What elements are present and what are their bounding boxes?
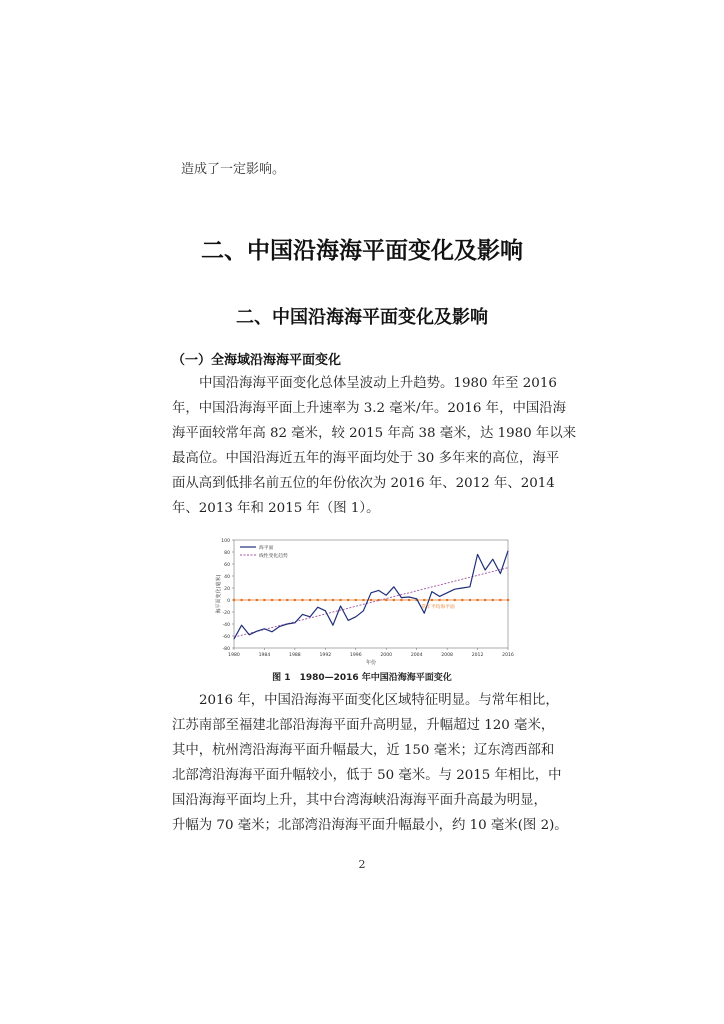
normal-sea-level-marker <box>309 599 311 601</box>
y-tick-label: 100 <box>221 539 230 544</box>
normal-sea-level-marker <box>446 599 448 601</box>
normal-sea-level-marker <box>499 599 501 601</box>
sea-level-chart <box>196 532 526 668</box>
y-tick-label: -20 <box>222 611 230 616</box>
normal-sea-level-marker <box>507 599 509 601</box>
y-tick-label: -60 <box>222 635 230 640</box>
paragraph-line: 中国沿海海平面变化总体呈波动上升趋势。1980 年至 2016 <box>199 376 557 391</box>
section-title: （一）全海域沿海海平面变化 <box>172 353 342 368</box>
x-tick-label: 1988 <box>289 653 301 658</box>
x-tick-label: 2008 <box>441 653 453 658</box>
normal-sea-level-marker <box>370 599 372 601</box>
paragraph-line: 年、2013 年和 2015 年（图 1）。 <box>172 501 380 516</box>
sea-level-point <box>477 554 478 555</box>
sea-level-point <box>333 625 334 626</box>
paragraph-2 <box>172 688 568 838</box>
trend-line <box>234 568 508 638</box>
normal-sea-level-marker <box>492 599 494 601</box>
sea-level-point <box>470 586 471 587</box>
paragraph-line: 海平面较常年高 82 毫米，较 2015 年高 38 毫米，达 1980 年以来 <box>172 426 577 441</box>
normal-sea-level-marker <box>248 599 250 601</box>
y-tick-label: 80 <box>224 551 230 556</box>
sea-level-point <box>424 613 425 614</box>
normal-sea-level-marker <box>263 599 265 601</box>
normal-sea-level-marker <box>233 599 235 601</box>
sea-level-point <box>492 559 493 560</box>
normal-sea-level-marker <box>317 599 319 601</box>
paragraph-line: 2016 年，中国沿海海平面变化区域特征明显。与常年相比， <box>199 693 559 708</box>
sea-level-point <box>325 610 326 611</box>
normal-sea-level-marker <box>241 599 243 601</box>
normal-sea-level-marker <box>332 599 334 601</box>
sea-level-point <box>371 592 372 593</box>
sea-level-point <box>348 620 349 621</box>
normal-sea-level-marker <box>355 599 357 601</box>
sub-heading: 二、中国沿海海平面变化及影响 <box>236 307 488 328</box>
sea-level-point <box>401 597 402 598</box>
x-tick-label: 2012 <box>471 653 484 658</box>
sea-level-point <box>386 595 387 596</box>
normal-sea-level-marker <box>324 599 326 601</box>
x-tick-label: 1984 <box>258 653 271 658</box>
x-tick-label: 2016 <box>502 653 514 658</box>
normal-sea-level-marker <box>339 599 341 601</box>
main-heading: 二、中国沿海海平面变化及影响 <box>201 238 523 264</box>
normal-sea-level-marker <box>362 599 364 601</box>
sea-level-point <box>302 614 303 615</box>
intro-text: 造成了一定影响。 <box>181 162 286 177</box>
paragraph-line: 其中，杭州湾沿海海平面升幅最大，近 150 毫米；辽东湾西部和 <box>172 743 555 758</box>
normal-sea-level-marker <box>484 599 486 601</box>
normal-sea-level-marker <box>476 599 478 601</box>
sea-level-point <box>393 586 394 587</box>
sea-level-point <box>447 592 448 593</box>
sea-level-point <box>500 573 501 574</box>
normal-sea-level-marker <box>347 599 349 601</box>
sea-level-point <box>485 570 486 571</box>
y-axis-label: 海平面变化(毫米) <box>216 574 222 614</box>
sea-level-point <box>340 606 341 607</box>
sea-level-point <box>249 634 250 635</box>
sea-level-point <box>462 588 463 589</box>
x-tick-label: 1980 <box>228 653 240 658</box>
normal-sea-level-marker <box>271 599 273 601</box>
normal-sea-level-marker <box>256 599 258 601</box>
sea-level-point <box>272 631 273 632</box>
legend-label-trend: 线性变化趋势 <box>259 554 288 559</box>
normal-sea-level-marker <box>286 599 288 601</box>
legend-label-sea-level: 海平面 <box>259 546 274 551</box>
paragraph-line: 最高位。中国沿海近五年的海平面均处于 30 多年来的高位，海平 <box>172 451 560 466</box>
sea-level-point <box>432 591 433 592</box>
figure-caption: 图 1 1980—2016 年中国沿海海平面变化 <box>272 673 452 683</box>
paragraph-line: 年，中国沿海海平面上升速率为 3.2 毫米/年。2016 年，中国沿海 <box>172 401 567 416</box>
normal-sea-level-marker <box>438 599 440 601</box>
normal-sea-level-marker <box>408 599 410 601</box>
sea-level-line <box>234 551 508 639</box>
sea-level-point <box>234 639 235 640</box>
normal-sea-level-marker <box>385 599 387 601</box>
paragraph-1 <box>172 371 577 521</box>
normal-sea-level-marker <box>461 599 463 601</box>
sea-level-point <box>439 596 440 597</box>
sea-level-point <box>363 610 364 611</box>
x-tick-label: 2000 <box>380 653 393 658</box>
normal-sea-level-marker <box>469 599 471 601</box>
sea-level-point <box>241 625 242 626</box>
sea-level-point <box>508 550 509 551</box>
normal-sea-level-marker <box>454 599 456 601</box>
sea-level-point <box>295 622 296 623</box>
normal-sea-level-marker <box>301 599 303 601</box>
y-tick-label: 0 <box>227 599 230 604</box>
y-tick-label: 60 <box>224 563 230 568</box>
sea-level-point <box>310 616 311 617</box>
normal-sea-level-marker <box>393 599 395 601</box>
sea-level-point <box>416 598 417 599</box>
y-tick-label: 20 <box>224 587 230 592</box>
x-tick-label: 1996 <box>349 653 362 658</box>
sea-level-point <box>378 590 379 591</box>
paragraph-line: 北部湾沿海海平面升幅较小，低于 50 毫米。与 2015 年相比，中 <box>172 768 562 783</box>
x-tick-label: 2004 <box>410 653 423 658</box>
paragraph-line: 升幅为 70 毫米；北部湾沿海海平面升幅最小，约 10 毫米(图 2)。 <box>172 818 568 833</box>
sea-level-point <box>279 626 280 627</box>
sea-level-point <box>264 628 265 629</box>
normal-sea-level-marker <box>294 599 296 601</box>
normal-sea-level-marker <box>400 599 402 601</box>
sea-level-point <box>454 589 455 590</box>
paragraph-line: 江苏南部至福建北部沿海海平面升高明显，升幅超过 120 毫米， <box>172 718 555 733</box>
normal-sea-level-label: 常年平均海平面 <box>421 605 455 610</box>
y-tick-label: -80 <box>222 647 230 652</box>
normal-sea-level-marker <box>423 599 425 601</box>
paragraph-line: 面从高到低排名前五位的年份依次为 2016 年、2012 年、2014 <box>172 476 555 491</box>
page-number: 2 <box>358 858 366 871</box>
y-tick-label: -40 <box>222 623 230 628</box>
x-tick-label: 1992 <box>319 653 332 658</box>
x-axis-label: 年份 <box>365 660 377 666</box>
normal-sea-level-marker <box>431 599 433 601</box>
paragraph-line: 国沿海海平面均上升，其中台湾海峡沿海海平面升高最为明显， <box>172 793 547 808</box>
sea-level-point <box>287 624 288 625</box>
sea-level-point <box>409 597 410 598</box>
sea-level-point <box>317 607 318 608</box>
sea-level-point <box>256 631 257 632</box>
sea-level-point <box>355 616 356 617</box>
normal-sea-level-marker <box>279 599 281 601</box>
y-tick-label: 40 <box>224 575 230 580</box>
